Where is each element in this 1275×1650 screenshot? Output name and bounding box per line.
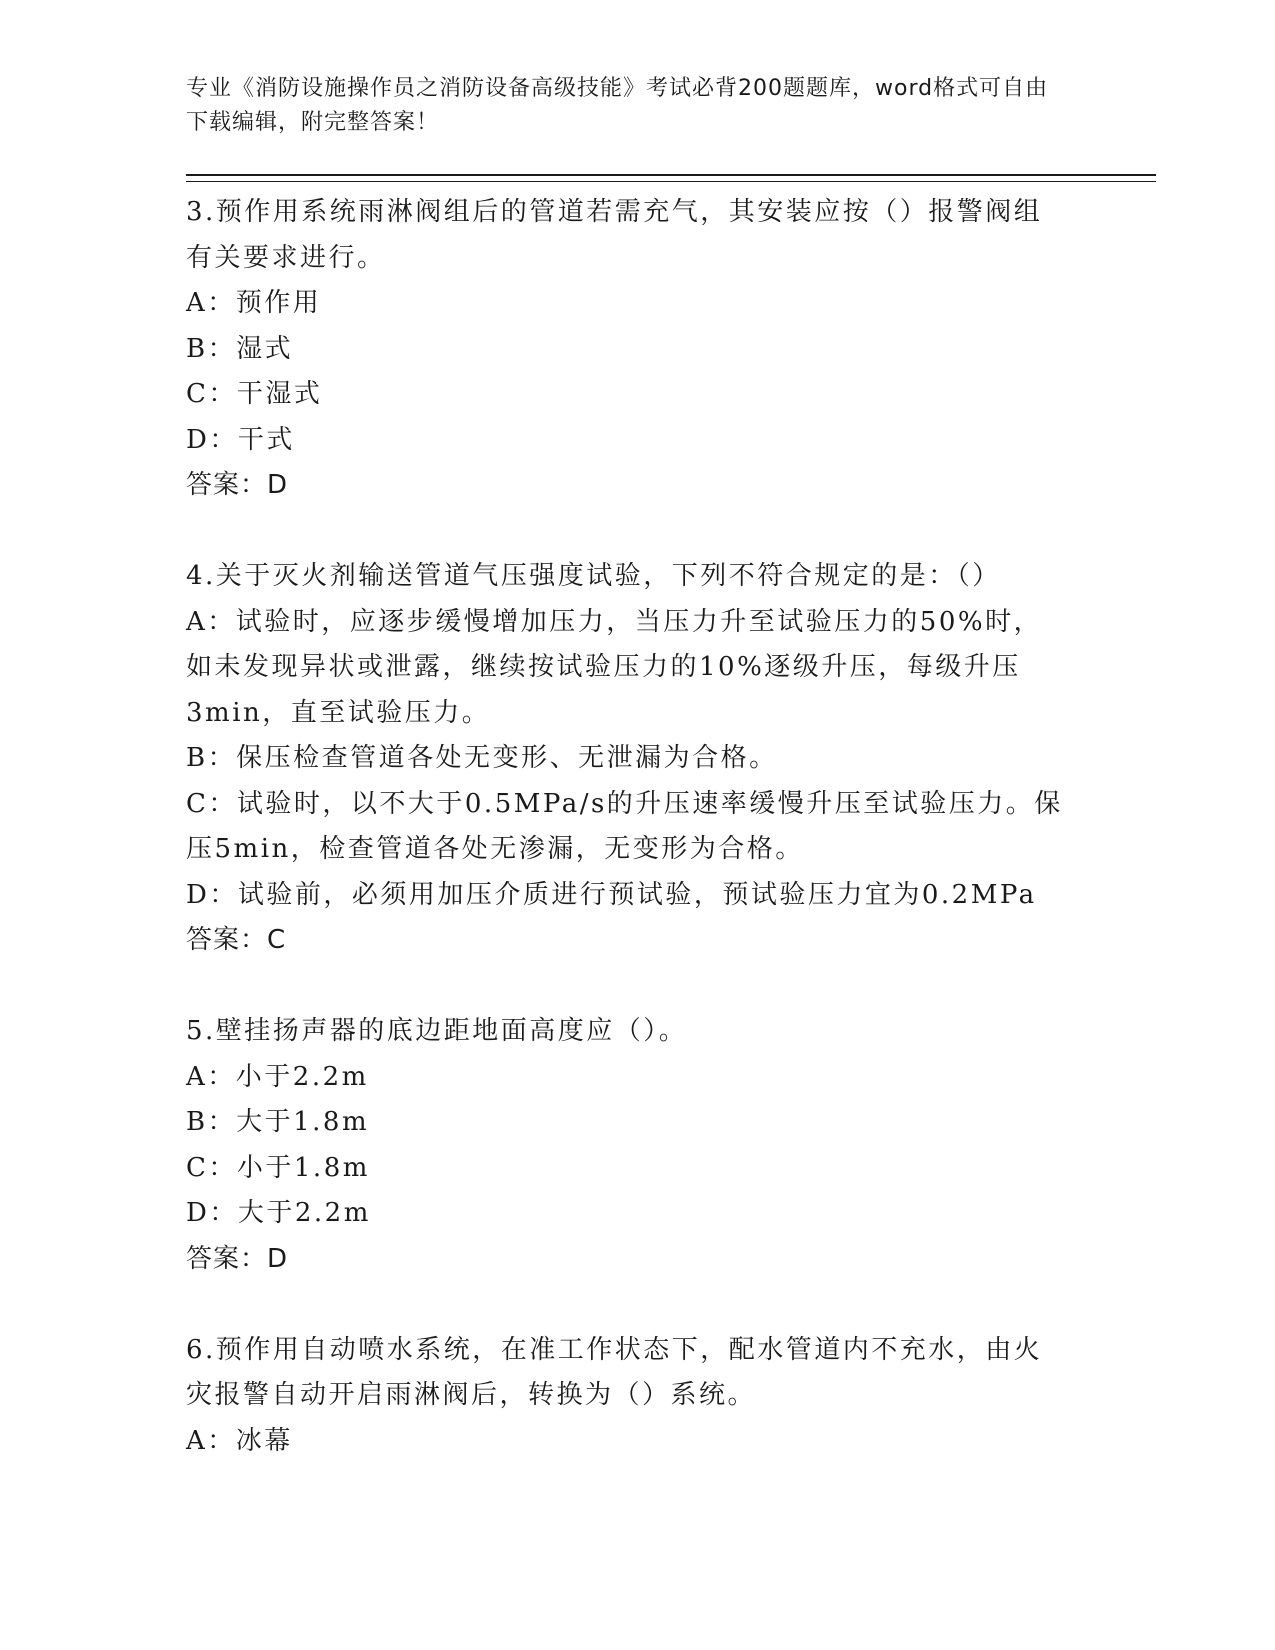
option-a: A：小于2.2m — [186, 1061, 369, 1092]
answer-label: 答案：C — [186, 925, 287, 955]
question-text: 4.关于灭火剂输送管道气压强度试验，下列不符合规定的是：（） — [186, 561, 1001, 591]
question-3 — [186, 190, 1066, 509]
question-6 — [186, 1328, 1066, 1465]
option-d: D：试验前，必须用加压介质进行预试验，预试验压力宜为0.2MPa — [186, 879, 1037, 910]
question-text: 6.预作用自动喷水系统，在准工作状态下，配水管道内不充水，由火灾报警自动开启雨淋阀后，转换为（）系统。 — [186, 1334, 1043, 1410]
option-b: B：大于1.8m — [186, 1107, 370, 1137]
question-list — [186, 190, 1066, 1510]
question-4 — [186, 554, 1066, 964]
option-b: B：湿式 — [186, 333, 294, 364]
question-text: 5.壁挂扬声器的底边距地面高度应（）。 — [186, 1016, 688, 1046]
answer-label: 答案：D — [186, 470, 289, 500]
header-divider-thick — [186, 174, 1156, 176]
option-d: D：干式 — [186, 424, 295, 455]
option-c: C：小于1.8m — [186, 1152, 370, 1183]
option-c: C：干湿式 — [186, 379, 323, 409]
option-d: D：大于2.2m — [186, 1198, 371, 1228]
option-a: A：预作用 — [186, 288, 322, 318]
question-text: 3.预作用系统雨淋阀组后的管道若需充气，其安装应按（）报警阀组有关要求进行。 — [186, 197, 1043, 273]
answer-label: 答案：D — [186, 1243, 289, 1274]
option-a: A：冰幕 — [186, 1425, 293, 1456]
option-a: A：试验时，应逐步缓慢增加压力，当压力升至试验压力的50%时，如未发现异状或泄露，继续按试验压力的10%逐级升压，每级升压3min，直至试验压力。 — [186, 606, 1043, 728]
option-c: C：试验时，以不大于0.5MPa/s的升压速率缓慢升压至试验压力。保压5min，检查管道各处无渗漏，无变形为合格。 — [186, 788, 1063, 864]
option-b: B：保压检查管道各处无变形、无泄漏为合格。 — [186, 743, 778, 773]
document-header: 专业《消防设施操作员之消防设备高级技能》考试必背200题题库，word格式可自由下载编辑，附完整答案！ — [186, 76, 1049, 135]
question-5 — [186, 1009, 1066, 1282]
header-divider-thin — [186, 181, 1156, 182]
